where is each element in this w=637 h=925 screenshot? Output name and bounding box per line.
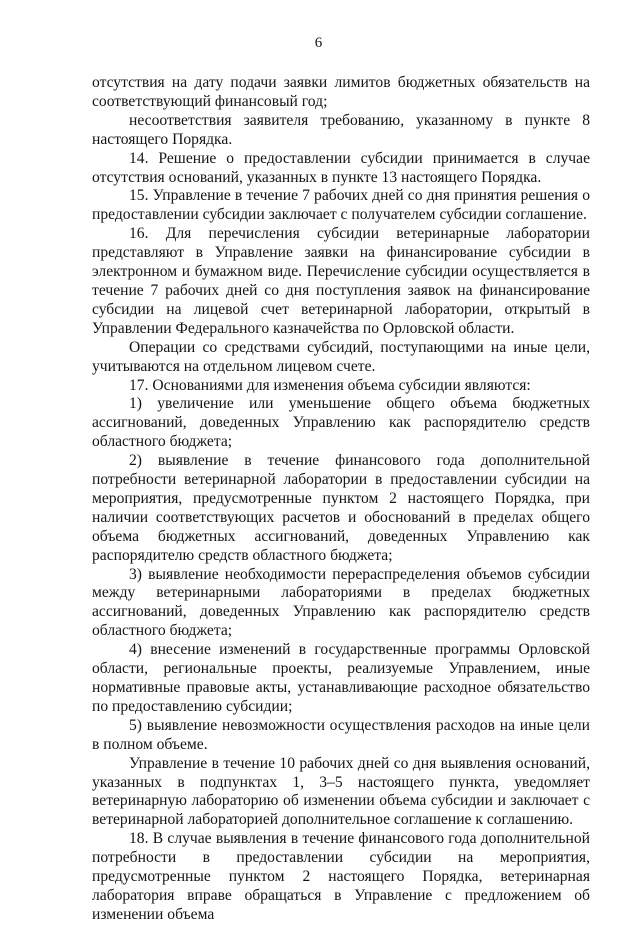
paragraph: Операции со средствами субсидий, поступающими на иные цели, учитываются на отдельном лицевом счете. [92,338,590,375]
paragraph: 16. Для перечисления субсидии ветеринарные лаборатории представляют в Управление заявки на финансирование субсидии в электронном и бумажном виде. Перечисление субсидии осуществляется в течение 7 рабочих дней со дня поступления заявок на финансирование субсидии на лицевой счет ветеринарной лаборатории, открытый в Управлении Федерального казначейства по Орловской области. [92,225,590,337]
paragraph: отсутствия на дату подачи заявки лимитов бюджетных обязательств на соответствующий финансовый год; [92,74,590,110]
paragraph: 4) внесение изменений в государственные программы Орловской области, региональные проекты, реализуемые Управлением, иные нормативные правовые акты, устанавливающие расходное обязательство по предоставлению субсидии; [92,641,590,715]
paragraph: 14. Решение о предоставлении субсидии принимается в случае отсутствия оснований, указанных в пункте 13 настоящего Порядка. [92,149,590,186]
paragraph: Управление в течение 10 рабочих дней со дня выявления оснований, указанных в подпунктах 1, 3–5 настоящего пункта, уведомляет ветеринарную лабораторию об изменении объема субсидии и заключает с ветеринарной лабораторией дополнительное соглашение к соглашению. [92,754,590,829]
paragraph: 2) выявление в течение финансового года дополнительной потребности ветеринарной лаборатории в предоставлении субсидии на мероприятия, предусмотренные пунктом 2 настоящего Порядка, при наличии соответствующих расчетов и обоснований в пределах общего объема бюджетных ассигнований, доведенных Управлению как распорядителю средств областного бюджета; [92,452,590,564]
paragraph: 3) выявление необходимости перераспределения объемов субсидии между ветеринарными лабораториями в пределах бюджетных ассигнований, доведенных Управлению как распорядителю средств областного бюджета; [92,565,590,640]
paragraph: 15. Управление в течение 7 рабочих дней со дня принятия решения о предоставлении субсидии заключает с получателем субсидии соглашение. [92,187,590,224]
page-number: 6 [314,35,323,51]
paragraph: 18. В случае выявления в течение финансового года дополнительной потребности в предоставлении субсидии на мероприятия, предусмотренные пунктом 2 настоящего Порядка, ветеринарная лаборатория вправе обращаться в Управление с предложением об изменении объема [92,830,590,923]
document-body [92,74,590,925]
paragraph: 1) увеличение или уменьшение общего объема бюджетных ассигнований, доведенных Управлению как распорядителю средств областного бюджета; [92,395,590,451]
paragraph: несоответствия заявителя требованию, указанному в пункте 8 настоящего Порядка. [92,111,590,148]
paragraph: 17. Основаниями для изменения объема субсидии являются: [129,376,531,394]
paragraph: 5) выявление невозможности осуществления расходов на иные цели в полном объеме. [92,716,590,753]
